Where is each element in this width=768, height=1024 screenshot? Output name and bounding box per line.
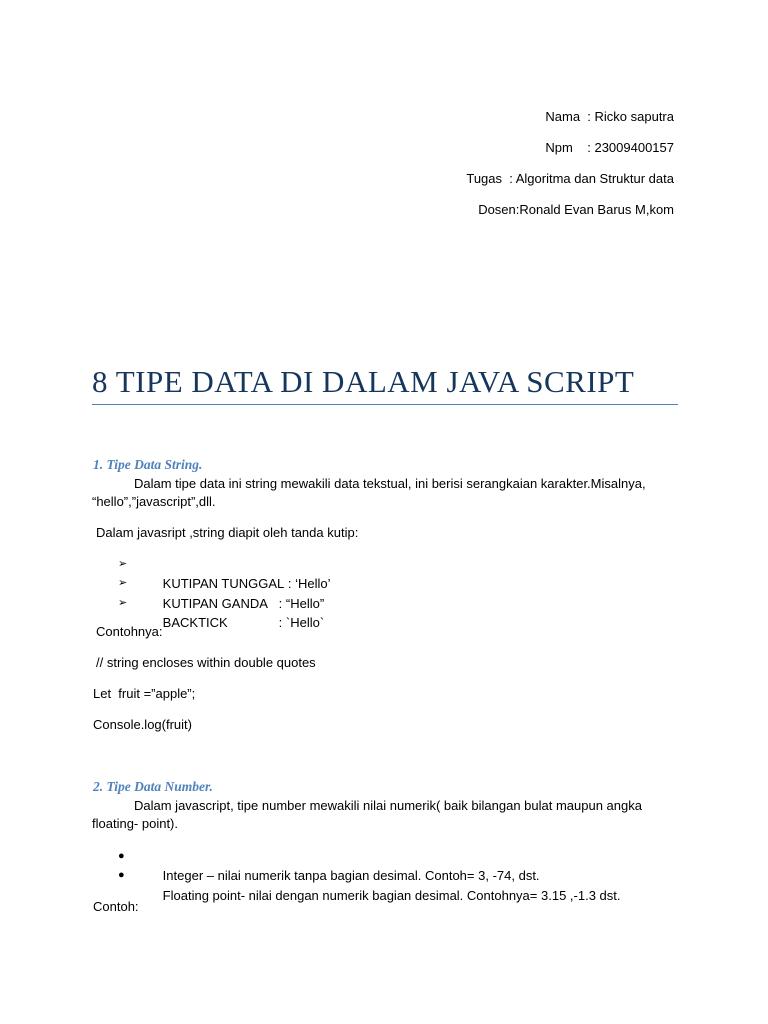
quote-intro: Dalam javasript ,string diapit oleh tanda kutip:: [96, 525, 359, 540]
list-item: [118, 594, 331, 630]
quote-type-list: [118, 555, 331, 630]
number-type-list: [118, 847, 621, 903]
example-label: Contohnya:: [96, 624, 163, 639]
list-item: [118, 574, 331, 611]
list-item: [118, 847, 620, 884]
bullet-dot-icon: ●: [118, 850, 125, 862]
number-type-text: Floating point- nilai dengan numerik bagian desimal. Contohnya= 3.15 ,-1.3 dst.: [162, 887, 621, 903]
section-1-intro-text: Dalam tipe data ini string mewakili data tekstual, ini berisi serangkaian karakter.Misalnya, “hello”,”javascript”,dll.: [92, 476, 646, 509]
section-2-heading: 2. Tipe Data Number.: [93, 779, 213, 794]
quote-type-name: KUTIPAN GANDA: [162, 595, 268, 611]
lecturer-line: Dosen:Ronald Evan Barus M,kom: [478, 202, 674, 217]
section-2-intro: [92, 797, 672, 833]
npm-line: Npm : 23009400157: [545, 140, 674, 155]
arrow-bullet-icon: ➢: [118, 558, 128, 570]
arrow-bullet-icon: ➢: [118, 577, 128, 590]
section-1-intro: [92, 475, 672, 511]
quote-type-name: BACKTICK: [162, 614, 228, 630]
student-info: [466, 101, 674, 225]
code-log: Console.log(fruit): [93, 717, 192, 732]
bullet-dot-icon: ●: [118, 869, 125, 882]
section-1-heading: 1. Tipe Data String.: [93, 457, 203, 472]
arrow-bullet-icon: ➢: [118, 596, 128, 609]
section-2-example-label: Contoh:: [93, 899, 139, 914]
code-comment: // string encloses within double quotes: [96, 655, 316, 670]
document-title: 8 TIPE DATA DI DALAM JAVA SCRIPT: [92, 364, 678, 405]
section-2-intro-text: Dalam javascript, tipe number mewakili nilai numerik( baik bilangan bulat maupun angka floating- point).: [92, 798, 642, 831]
code-let: Let fruit =”apple”;: [93, 686, 196, 701]
assignment-line: Tugas : Algoritma dan Struktur data: [466, 171, 674, 186]
list-item: [118, 866, 621, 903]
quote-type-example: : `Hello`: [278, 614, 325, 630]
list-item: [118, 555, 331, 592]
quote-type-example: : ‘Hello’: [287, 576, 331, 592]
quote-type-example: : “Hello”: [278, 595, 325, 611]
quote-type-name: KUTIPAN TUNGGAL: [162, 576, 285, 592]
name-line: Nama : Ricko saputra: [545, 109, 674, 124]
number-type-text: Integer – nilai numerik tanpa bagian desimal. Contoh= 3, -74, dst.: [162, 868, 540, 884]
